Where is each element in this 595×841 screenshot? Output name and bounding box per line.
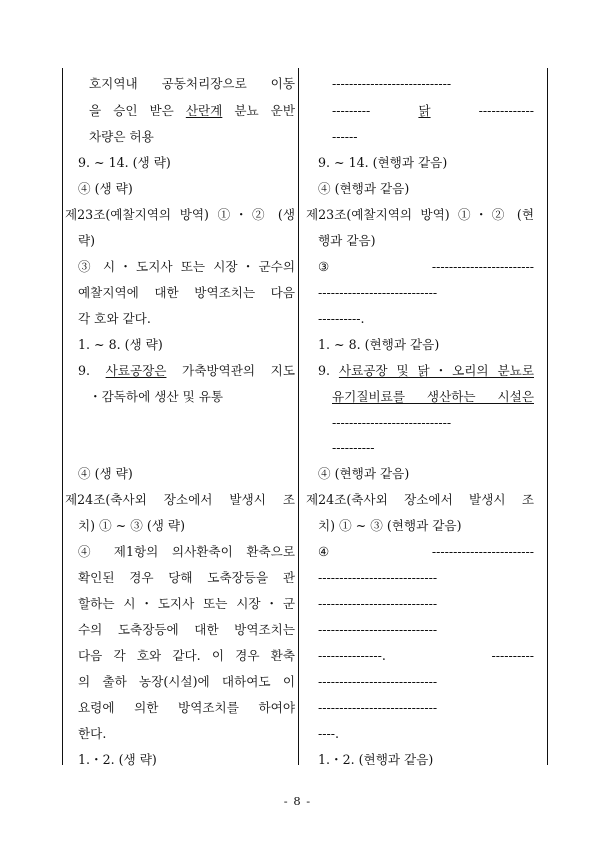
left-line-25: 1.・2. (생 략) <box>78 752 157 767</box>
right-line-23: ---------------. ---------- <box>318 648 534 663</box>
underlined-term: 사료공장은 <box>105 363 167 378</box>
left-line-9: 예찰지역에 대한 방역조치는 다음 <box>78 285 295 300</box>
left-article-24-heading: 제24조(축사외 장소에서 발생시 조 <box>65 492 295 507</box>
left-line-1: 호지역내 공동처리장으로 이동 <box>89 76 295 91</box>
right-line-7: 행과 같음) <box>318 233 376 248</box>
right-line-21: ---------------------------- <box>318 596 438 611</box>
left-line-23: 요령에 의한 방역조치를 하여야 <box>78 700 295 715</box>
left-line-5: ④ (생 략) <box>78 181 133 196</box>
right-line-3: ------ <box>332 129 358 144</box>
right-line-24: ---------------------------- <box>318 674 438 689</box>
left-line-12: 9. 사료공장은 가축방역관의 지도 <box>78 363 295 378</box>
left-line-2: 을 승인 받은 산란계 분뇨 운반 <box>89 103 295 118</box>
comparison-table <box>62 68 548 765</box>
left-line-13: ・감독하에 생산 및 유통 <box>89 389 224 404</box>
left-line-8: ③ 시・도지사 또는 시장・군수의 <box>78 259 295 274</box>
right-line-9: ---------------------------- <box>318 285 438 300</box>
right-line-27: 1.・2. (현행과 같음) <box>318 752 434 767</box>
left-line-10: 각 호와 같다. <box>78 311 151 326</box>
left-line-18: 확인된 경우 당해 도축장등을 관 <box>78 570 295 585</box>
right-line-14: ---------------------------- <box>332 415 452 430</box>
underlined-term: 산란계 <box>185 103 223 118</box>
left-line-3: 차량은 허용 <box>89 129 154 144</box>
right-article-23-heading: 제23조(예찰지역의 방역) ①・② (현 <box>306 207 534 222</box>
left-line-24: 한다. <box>78 726 107 741</box>
left-line-21: 다음 각 호와 같다. 이 경우 환축 <box>78 648 295 663</box>
right-line-25: ---------------------------- <box>318 700 438 715</box>
right-line-26: ----. <box>318 726 340 741</box>
right-line-15: ---------- <box>332 440 375 455</box>
underlined-amendment: 사료공장 및 닭・오리의 분뇨로 <box>338 363 534 378</box>
page-number: - 8 - <box>283 794 312 808</box>
left-line-7: 략) <box>78 233 96 248</box>
column-divider <box>298 68 299 765</box>
right-line-12: 9. 사료공장 및 닭・오리의 분뇨로 <box>318 363 534 378</box>
right-article-24-heading: 제24조(축사외 장소에서 발생시 조 <box>306 492 534 507</box>
left-line-20: 수의 도축장등에 대한 방역조치는 <box>78 622 295 637</box>
left-line-22: 의 출하 농장(시설)에 대하여도 이 <box>78 674 295 689</box>
right-line-20: ---------------------------- <box>318 570 438 585</box>
left-line-19: 할하는 시・도지사 또는 시장・군 <box>78 596 295 611</box>
left-line-17: ④ 제1항의 의사환축이 환축으로 <box>78 544 295 559</box>
right-line-5: ④ (현행과 같음) <box>318 181 410 196</box>
right-line-2: --------- 닭 ------------- <box>332 103 534 118</box>
right-line-19: ④ ------------------------ <box>318 544 534 559</box>
right-line-11: 1. ~ 8. (현행과 같음) <box>318 337 440 352</box>
underlined-term: 닭 <box>418 103 431 118</box>
right-line-10: ----------. <box>318 311 365 326</box>
left-line-11: 1. ~ 8. (생 략) <box>78 337 163 352</box>
right-line-8: ③ ------------------------ <box>318 259 534 274</box>
right-line-16: ④ (현행과 같음) <box>318 466 410 481</box>
left-line-16: 치) ① ~ ③ (생 략) <box>78 518 185 533</box>
right-line-22: ---------------------------- <box>318 622 438 637</box>
right-line-13: 유기질비료를 생산하는 시설은 <box>332 389 534 404</box>
right-line-18: 치) ① ~ ③ (현행과 같음) <box>318 518 462 533</box>
right-line-1: ---------------------------- <box>332 76 452 91</box>
left-article-23-heading: 제23조(예찰지역의 방역) ①・② (생 <box>65 207 295 222</box>
right-line-4: 9. ~ 14. (현행과 같음) <box>318 155 448 170</box>
left-line-14: ④ (생 략) <box>78 466 133 481</box>
left-line-4: 9. ~ 14. (생 략) <box>78 155 171 170</box>
